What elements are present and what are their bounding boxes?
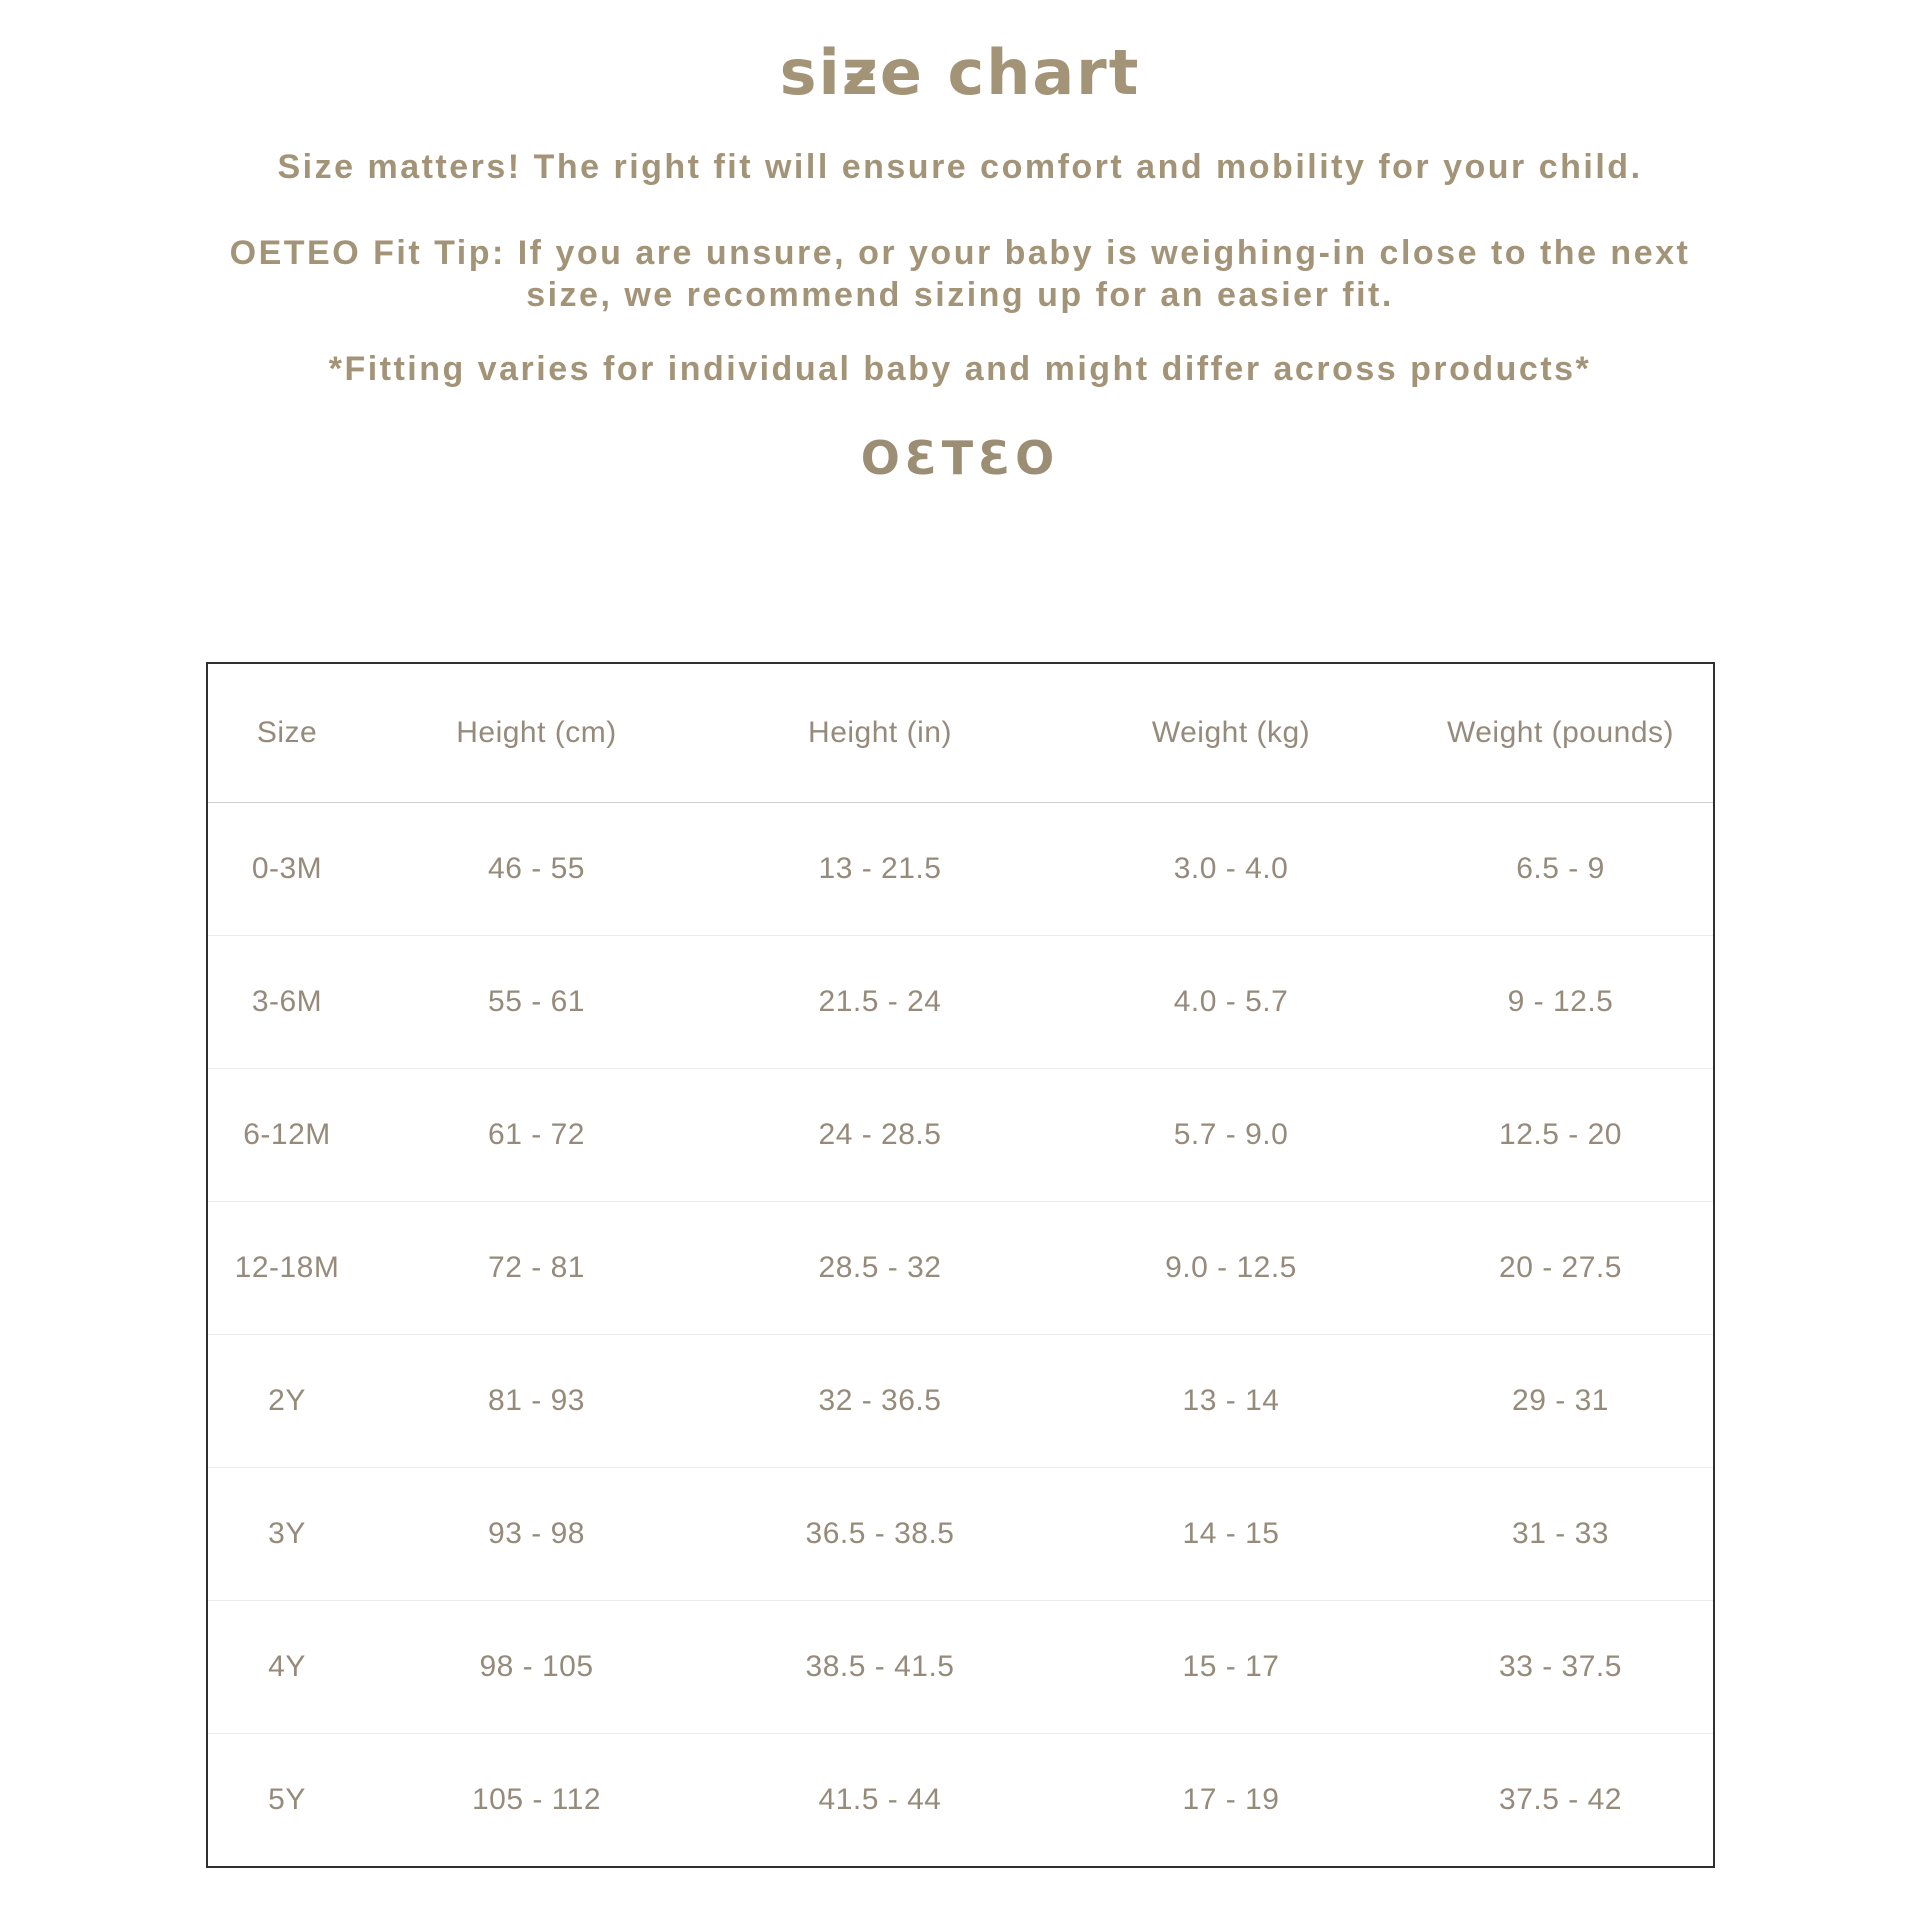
size-table: [206, 662, 1715, 1868]
cell-weight-kg: 9.0 - 12.5: [1054, 1202, 1409, 1335]
page-title: siƶe chart: [779, 36, 1141, 109]
column-header-weight-kg: Weight (kg): [1054, 663, 1409, 803]
cell-weight-kg: 4.0 - 5.7: [1054, 936, 1409, 1069]
cell-size: 6-12M: [207, 1069, 367, 1202]
cell-weight-pounds: 9 - 12.5: [1409, 936, 1714, 1069]
cell-height-cm: 55 - 61: [367, 936, 707, 1069]
cell-height-in: 21.5 - 24: [707, 936, 1054, 1069]
table-row-5y: [207, 1734, 1714, 1868]
cell-height-in: 41.5 - 44: [707, 1734, 1054, 1868]
cell-weight-pounds: 6.5 - 9: [1516, 852, 1605, 885]
table-row-2y: [207, 1335, 1714, 1468]
fit-tip-line-2: size, we recommend sizing up for an easier fit.: [526, 276, 1394, 314]
cell-weight-pounds: 20 - 27.5: [1409, 1202, 1714, 1335]
table-row-4y: [207, 1601, 1714, 1734]
cell-weight-kg: 14 - 15: [1054, 1468, 1409, 1601]
column-header-height-in: Height (in): [707, 663, 1054, 803]
fit-tip-line-1: OETEO Fit Tip: If you are unsure, or your baby is weighing-in close to the next: [229, 234, 1691, 272]
cell-weight-pounds: 33 - 37.5: [1409, 1601, 1714, 1734]
cell-size: 12-18M: [207, 1202, 367, 1335]
column-header-size: Size: [207, 663, 367, 803]
cell-weight-pounds: 31 - 33: [1409, 1468, 1714, 1601]
cell-height-in: 36.5 - 38.5: [707, 1468, 1054, 1601]
table-row-0-3m: [207, 803, 1714, 936]
cell-size: 4Y: [207, 1601, 367, 1734]
cell-weight-kg: 5.7 - 9.0: [1054, 1069, 1409, 1202]
cell-height-in: 13 - 21.5: [818, 852, 942, 885]
cell-weight-pounds: 29 - 31: [1409, 1335, 1714, 1468]
cell-height-cm: 105 - 112: [367, 1734, 707, 1868]
column-header-height-cm: Height (cm): [367, 663, 707, 803]
fitting-note: *Fitting varies for individual baby and might differ across products*: [328, 350, 1592, 388]
cell-height-in: 32 - 36.5: [707, 1335, 1054, 1468]
cell-weight-kg: 17 - 19: [1054, 1734, 1409, 1868]
cell-height-cm: 93 - 98: [367, 1468, 707, 1601]
intro-text: Size matters! The right fit will ensure comfort and mobility for your child.: [277, 148, 1643, 186]
cell-height-cm: 72 - 81: [367, 1202, 707, 1335]
cell-weight-kg: 3.0 - 4.0: [1173, 852, 1289, 885]
cell-size: 2Y: [207, 1335, 367, 1468]
cell-height-cm: 46 - 55: [488, 852, 585, 885]
table-row-3y: [207, 1468, 1714, 1601]
cell-height-in: 24 - 28.5: [707, 1069, 1054, 1202]
cell-size: 0-3M: [251, 852, 323, 885]
cell-height-cm: 81 - 93: [367, 1335, 707, 1468]
cell-size: 5Y: [207, 1734, 367, 1868]
table-row-6-12m: [207, 1069, 1714, 1202]
cell-height-cm: 98 - 105: [367, 1601, 707, 1734]
table-row-3-6m: [207, 936, 1714, 1069]
table-header-row: [207, 663, 1714, 803]
cell-weight-kg: 15 - 17: [1054, 1601, 1409, 1734]
cell-size: 3Y: [207, 1468, 367, 1601]
cell-height-cm: 61 - 72: [367, 1069, 707, 1202]
table-row-12-18m: [207, 1202, 1714, 1335]
fit-tip-text: [0, 232, 1920, 316]
brand-logo: OƐTƐO: [860, 431, 1060, 485]
cell-weight-pounds: 12.5 - 20: [1409, 1069, 1714, 1202]
cell-height-in: 28.5 - 32: [707, 1202, 1054, 1335]
cell-height-in: 38.5 - 41.5: [707, 1601, 1054, 1734]
cell-weight-pounds: 37.5 - 42: [1409, 1734, 1714, 1868]
column-header-weight-pounds: Weight (pounds): [1409, 663, 1714, 803]
cell-size: 3-6M: [207, 936, 367, 1069]
cell-weight-kg: 13 - 14: [1054, 1335, 1409, 1468]
